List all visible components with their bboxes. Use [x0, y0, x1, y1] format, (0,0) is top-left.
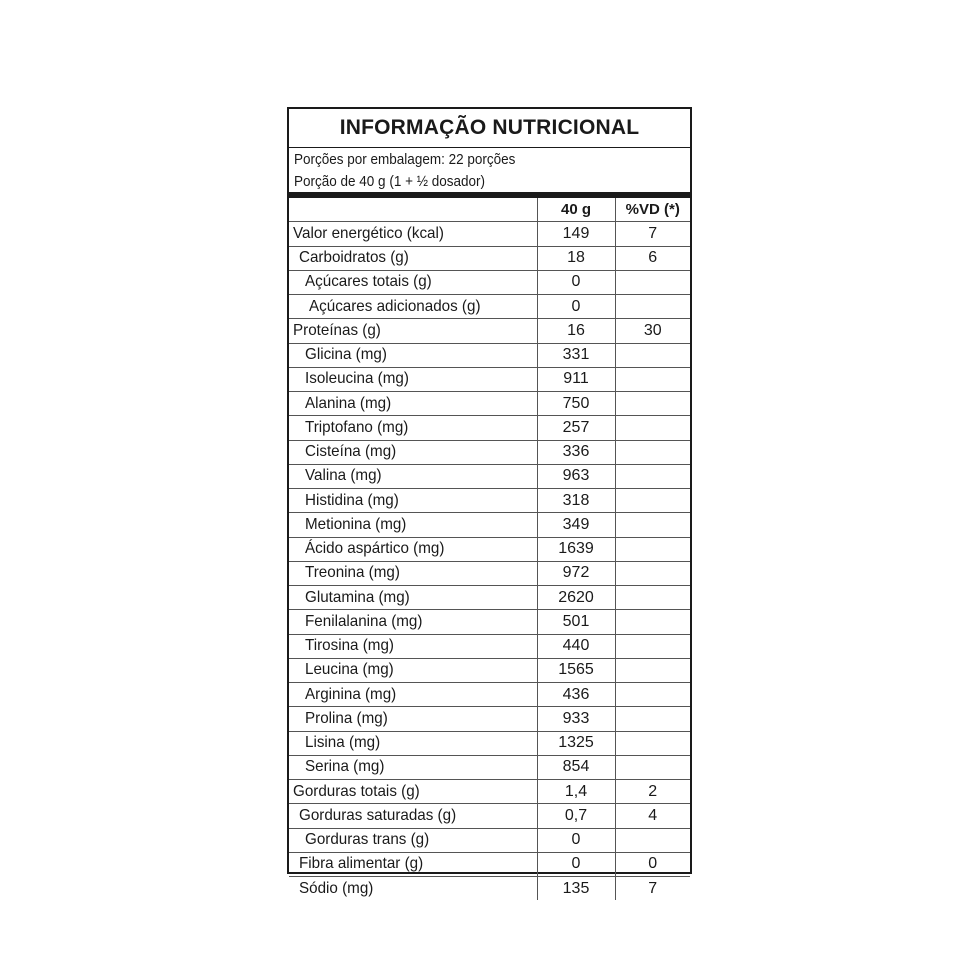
table-row — [289, 513, 690, 537]
nutrient-dv — [615, 489, 690, 513]
nutrient-name — [289, 707, 537, 731]
nutrient-dv — [615, 343, 690, 367]
nutrient-dv — [615, 828, 690, 852]
nutrient-name — [289, 634, 537, 658]
nutrient-amount: 16 — [537, 319, 615, 343]
nutrient-amount: 18 — [537, 246, 615, 270]
nutrient-name-text: Açúcares adicionados (g) — [309, 297, 481, 315]
nutrient-name — [289, 780, 537, 804]
table-row — [289, 392, 690, 416]
table-row — [289, 246, 690, 270]
nutrient-dv: 30 — [615, 319, 690, 343]
nutrient-name — [289, 222, 537, 246]
nutrient-name-text: Arginina (mg) — [305, 685, 397, 703]
nutrient-dv — [615, 561, 690, 585]
table-row — [289, 755, 690, 779]
nutrient-dv — [615, 416, 690, 440]
nutrient-name — [289, 828, 537, 852]
table-row — [289, 634, 690, 658]
nutrient-dv — [615, 392, 690, 416]
table-row — [289, 852, 690, 876]
label-title: INFORMAÇÃO NUTRICIONAL — [289, 109, 690, 148]
table-row — [289, 489, 690, 513]
nutrient-name — [289, 561, 537, 585]
nutrient-name-text: Gorduras totais (g) — [293, 782, 420, 800]
nutrient-name-text: Valina (mg) — [305, 467, 382, 485]
header-amount: 40 g — [537, 198, 615, 222]
nutrient-amount: 440 — [537, 634, 615, 658]
nutrient-name — [289, 295, 537, 319]
nutrient-dv — [615, 610, 690, 634]
nutrient-name — [289, 877, 537, 901]
nutrient-name — [289, 513, 537, 537]
nutrient-name — [289, 319, 537, 343]
nutrient-amount: 963 — [537, 464, 615, 488]
nutrient-name — [289, 537, 537, 561]
table-row — [289, 367, 690, 391]
nutrient-amount: 0 — [537, 852, 615, 876]
nutrient-dv: 7 — [615, 877, 690, 901]
nutrient-dv: 2 — [615, 780, 690, 804]
nutrient-dv — [615, 731, 690, 755]
nutrient-name-text: Tirosina (mg) — [305, 637, 394, 655]
nutrient-amount: 854 — [537, 755, 615, 779]
nutrient-name-text: Triptofano (mg) — [305, 418, 409, 436]
nutrient-amount: 0 — [537, 295, 615, 319]
nutrient-amount: 0,7 — [537, 804, 615, 828]
nutrient-name — [289, 852, 537, 876]
table-row — [289, 440, 690, 464]
nutrient-name-text: Proteínas (g) — [293, 321, 381, 339]
nutrient-amount: 911 — [537, 367, 615, 391]
nutrient-dv — [615, 464, 690, 488]
nutrient-name — [289, 440, 537, 464]
nutrient-name-text: Histidina (mg) — [305, 491, 399, 509]
nutrient-amount: 750 — [537, 392, 615, 416]
nutrient-name-text: Carboidratos (g) — [299, 249, 409, 267]
nutrient-name-text: Prolina (mg) — [305, 709, 388, 727]
nutrient-dv — [615, 513, 690, 537]
nutrient-amount: 0 — [537, 828, 615, 852]
nutrient-name-text: Isoleucina (mg) — [305, 370, 409, 388]
nutrient-dv — [615, 270, 690, 294]
table-row — [289, 270, 690, 294]
nutrient-amount: 336 — [537, 440, 615, 464]
nutrient-name — [289, 610, 537, 634]
nutrient-name — [289, 683, 537, 707]
table-row — [289, 343, 690, 367]
nutrient-name-text: Glicina (mg) — [305, 346, 387, 364]
table-row — [289, 731, 690, 755]
header-dv: %VD (*) — [615, 198, 690, 222]
header-name — [289, 198, 537, 222]
serving-info — [289, 148, 690, 192]
table-row — [289, 319, 690, 343]
nutrient-name — [289, 246, 537, 270]
table-header-row — [289, 198, 690, 222]
table-row — [289, 828, 690, 852]
nutrient-name-text: Serina (mg) — [305, 758, 385, 776]
nutrient-name — [289, 658, 537, 682]
nutrient-amount: 331 — [537, 343, 615, 367]
nutrient-amount: 1,4 — [537, 780, 615, 804]
nutrient-amount: 257 — [537, 416, 615, 440]
table-row — [289, 561, 690, 585]
nutrient-table — [289, 198, 690, 900]
nutrient-name — [289, 343, 537, 367]
table-row — [289, 537, 690, 561]
nutrient-name-text: Fibra alimentar (g) — [299, 855, 424, 873]
nutrient-amount: 972 — [537, 561, 615, 585]
nutrient-name-text: Açúcares totais (g) — [305, 273, 432, 291]
nutrition-facts-label — [287, 107, 692, 897]
nutrient-name-text: Glutamina (mg) — [305, 588, 410, 606]
table-row — [289, 610, 690, 634]
nutrient-amount: 933 — [537, 707, 615, 731]
nutrient-amount: 318 — [537, 489, 615, 513]
nutrient-amount: 149 — [537, 222, 615, 246]
nutrient-name-text: Gorduras trans (g) — [305, 831, 430, 849]
nutrient-dv — [615, 755, 690, 779]
nutrient-amount: 501 — [537, 610, 615, 634]
nutrient-dv — [615, 537, 690, 561]
nutrient-name — [289, 464, 537, 488]
nutrient-name — [289, 270, 537, 294]
nutrient-name — [289, 586, 537, 610]
nutrient-name — [289, 804, 537, 828]
nutrient-name-text: Lisina (mg) — [305, 734, 381, 752]
nutrient-dv: 4 — [615, 804, 690, 828]
table-row — [289, 464, 690, 488]
table-row — [289, 658, 690, 682]
nutrient-dv — [615, 295, 690, 319]
nutrient-name — [289, 489, 537, 513]
nutrient-dv: 7 — [615, 222, 690, 246]
nutrient-amount: 135 — [537, 877, 615, 901]
nutrient-name-text: Fenilalanina (mg) — [305, 612, 423, 630]
nutrient-name-text: Ácido aspártico (mg) — [305, 540, 445, 558]
nutrient-name — [289, 755, 537, 779]
nutrient-dv: 6 — [615, 246, 690, 270]
nutrient-dv — [615, 440, 690, 464]
nutrient-name — [289, 416, 537, 440]
table-row — [289, 780, 690, 804]
nutrient-name — [289, 731, 537, 755]
nutrient-name-text: Valor energético (kcal) — [293, 224, 444, 242]
nutrient-name — [289, 367, 537, 391]
nutrient-name-text: Gorduras saturadas (g) — [299, 806, 457, 824]
nutrient-name-text: Alanina (mg) — [305, 394, 392, 412]
table-row — [289, 295, 690, 319]
table-row — [289, 683, 690, 707]
nutrient-dv — [615, 658, 690, 682]
table-row — [289, 804, 690, 828]
nutrient-dv — [615, 586, 690, 610]
nutrient-name-text: Metionina (mg) — [305, 515, 407, 533]
nutrient-amount: 2620 — [537, 586, 615, 610]
nutrient-amount: 1565 — [537, 658, 615, 682]
servings-per-package: Porções por embalagem: 22 porções — [294, 151, 516, 168]
nutrient-amount: 436 — [537, 683, 615, 707]
nutrient-amount: 0 — [537, 270, 615, 294]
nutrient-name — [289, 392, 537, 416]
table-row — [289, 877, 690, 901]
nutrient-dv — [615, 634, 690, 658]
nutrient-amount: 1325 — [537, 731, 615, 755]
nutrient-name-text: Leucina (mg) — [305, 661, 394, 679]
nutrient-dv: 0 — [615, 852, 690, 876]
nutrient-dv — [615, 367, 690, 391]
table-row — [289, 586, 690, 610]
nutrient-amount: 1639 — [537, 537, 615, 561]
nutrient-dv — [615, 683, 690, 707]
nutrient-name-text: Sódio (mg) — [299, 879, 374, 897]
nutrient-dv — [615, 707, 690, 731]
nutrient-amount: 349 — [537, 513, 615, 537]
nutrient-name-text: Cisteína (mg) — [305, 443, 397, 461]
nutrient-name-text: Treonina (mg) — [305, 564, 400, 582]
table-row — [289, 416, 690, 440]
serving-size: Porção de 40 g (1 + ½ dosador) — [294, 173, 486, 190]
table-row — [289, 707, 690, 731]
table-row — [289, 222, 690, 246]
